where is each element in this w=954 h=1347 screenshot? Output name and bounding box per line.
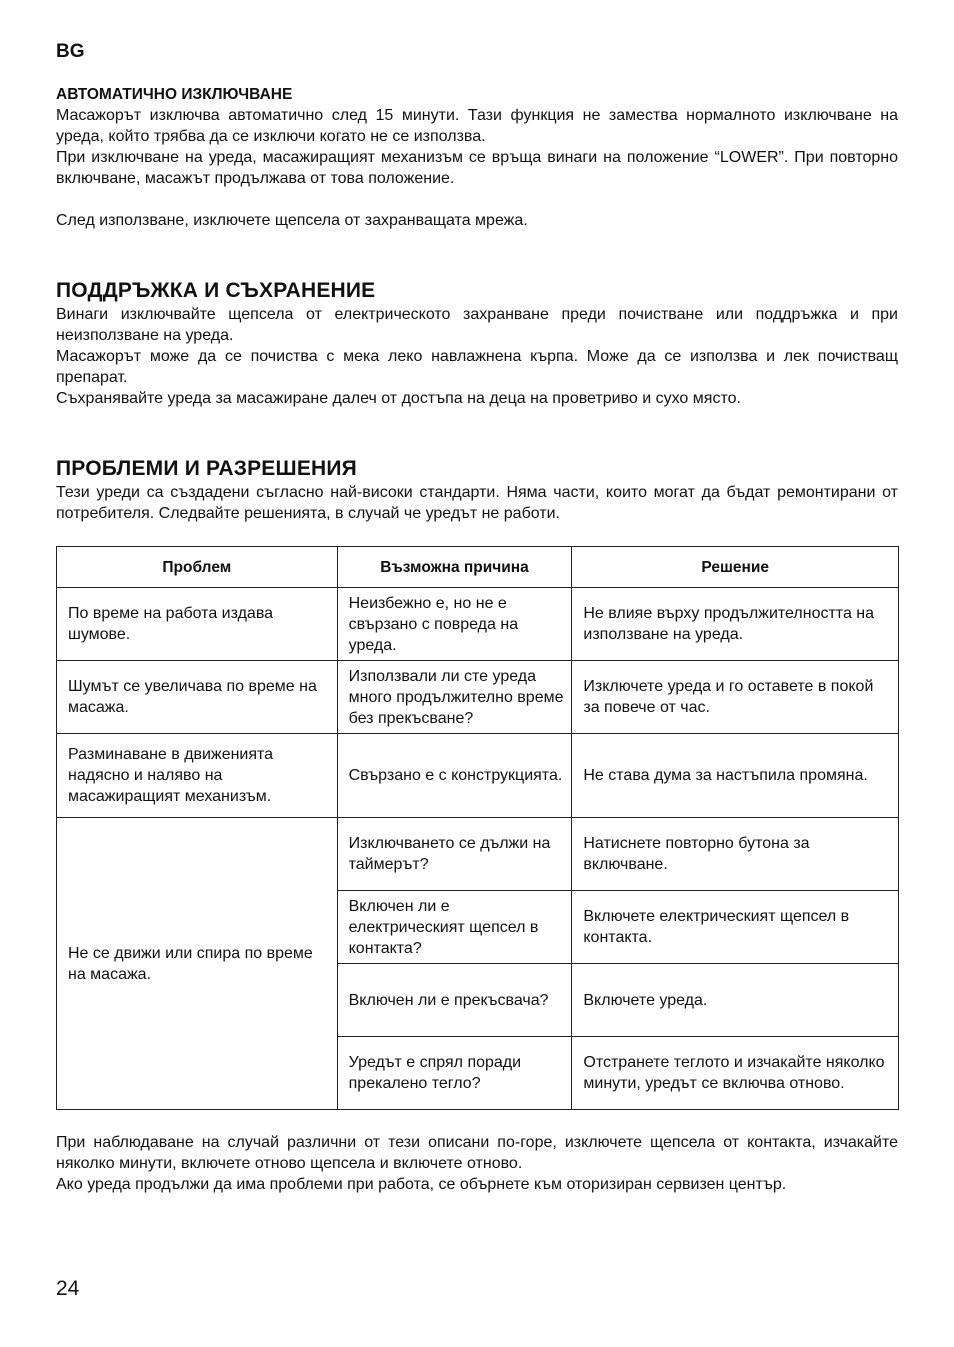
cause-cell: Включен ли е електрическият щепсел в контакта? — [337, 891, 572, 964]
table-header-row — [57, 547, 899, 588]
language-code: BG — [56, 41, 85, 62]
page-number: 24 — [56, 1277, 80, 1300]
solution-cell: Не влияе върху продължителността на използване на уреда. — [572, 588, 899, 661]
cause-cell: Неизбежно е, но не е свързано с повреда на уреда. — [337, 588, 572, 661]
maintenance-title: ПОДДРЪЖКА И СЪХРАНЕНИЕ — [56, 279, 376, 302]
problem-cell: Не се движи или спира по време на масажа. — [57, 818, 338, 1110]
solution-cell: Не става дума за настъпила промяна. — [572, 734, 899, 818]
cause-cell: Използвали ли сте уреда много продължително време без прекъсване? — [337, 661, 572, 734]
auto-off-paragraph-1: Масажорът изключва автоматично след 15 минути. Тази функция не замества нормалното изключване на уреда, който трябва да се изключи когато не се използва. — [56, 107, 898, 145]
auto-off-paragraph-3: След използване, изключете щепсела от захранващата мрежа. — [56, 212, 528, 229]
page-content — [56, 40, 898, 1195]
auto-off-paragraph-2: При изключване на уреда, масажиращият механизъм се връща винаги на положение “LOWER”. При повторно включване, масажът продължава от това положение. — [56, 149, 898, 187]
solution-cell: Включете електрическият щепсел в контакта. — [572, 891, 899, 964]
cause-cell: Изключването се дължи на таймерът? — [337, 818, 572, 891]
after-table-paragraph-2: Ако уреда продължи да има проблеми при работа, се обърнете към оторизиран сервизен център. — [56, 1176, 787, 1193]
solution-cell: Отстранете теглото и изчакайте няколко минути, уредът се включва отново. — [572, 1037, 899, 1110]
solution-cell: Натиснете повторно бутона за включване. — [572, 818, 899, 891]
cause-cell: Свързано е с конструкцията. — [337, 734, 572, 818]
header-solution: Решение — [572, 547, 899, 588]
problem-cell: Шумът се увеличава по време на масажа. — [57, 661, 338, 734]
maintenance-paragraph-1: Винаги изключвайте щепсела от електрическото захранване преди почистване или поддръжка и при неизползване на уреда. — [56, 306, 898, 344]
table-row — [57, 818, 899, 891]
problems-title: ПРОБЛЕМИ И РАЗРЕШЕНИЯ — [56, 457, 357, 480]
problem-cell: По време на работа издава шумове. — [57, 588, 338, 661]
solution-cell: Изключете уреда и го оставете в покой за повече от час. — [572, 661, 899, 734]
table-row — [57, 661, 899, 734]
problem-cell: Разминаване в движенията надясно и наляво на масажиращият механизъм. — [57, 734, 338, 818]
problems-intro: Тези уреди са създадени съгласно най-високи стандарти. Няма части, които могат да бъдат ремонтирани от потребителя. Следвайте решенията, в случай че уредът не работи. — [56, 484, 898, 522]
maintenance-paragraph-3: Съхранявайте уреда за масажиране далеч от достъпа на деца на проветриво и сухо място. — [56, 390, 741, 407]
troubleshooting-table — [56, 546, 899, 1110]
table-row — [57, 734, 899, 818]
table-row — [57, 588, 899, 661]
maintenance-paragraph-2: Масажорът може да се почиства с мека леко навлажнена кърпа. Може да се използва и лек почистващ препарат. — [56, 348, 898, 386]
cause-cell: Включен ли е прекъсвача? — [337, 964, 572, 1037]
solution-cell: Включете уреда. — [572, 964, 899, 1037]
header-problem: Проблем — [57, 547, 338, 588]
cause-cell: Уредът е спрял поради прекалено тегло? — [337, 1037, 572, 1110]
auto-off-title: АВТОМАТИЧНО ИЗКЛЮЧВАНЕ — [56, 86, 293, 103]
after-table-paragraph-1: При наблюдаване на случай различни от тези описани по-горе, изключете щепсела от контакта, изчакайте няколко минути, включете отново щепсела и включете отново. — [56, 1134, 898, 1172]
header-cause: Възможна причина — [337, 547, 572, 588]
